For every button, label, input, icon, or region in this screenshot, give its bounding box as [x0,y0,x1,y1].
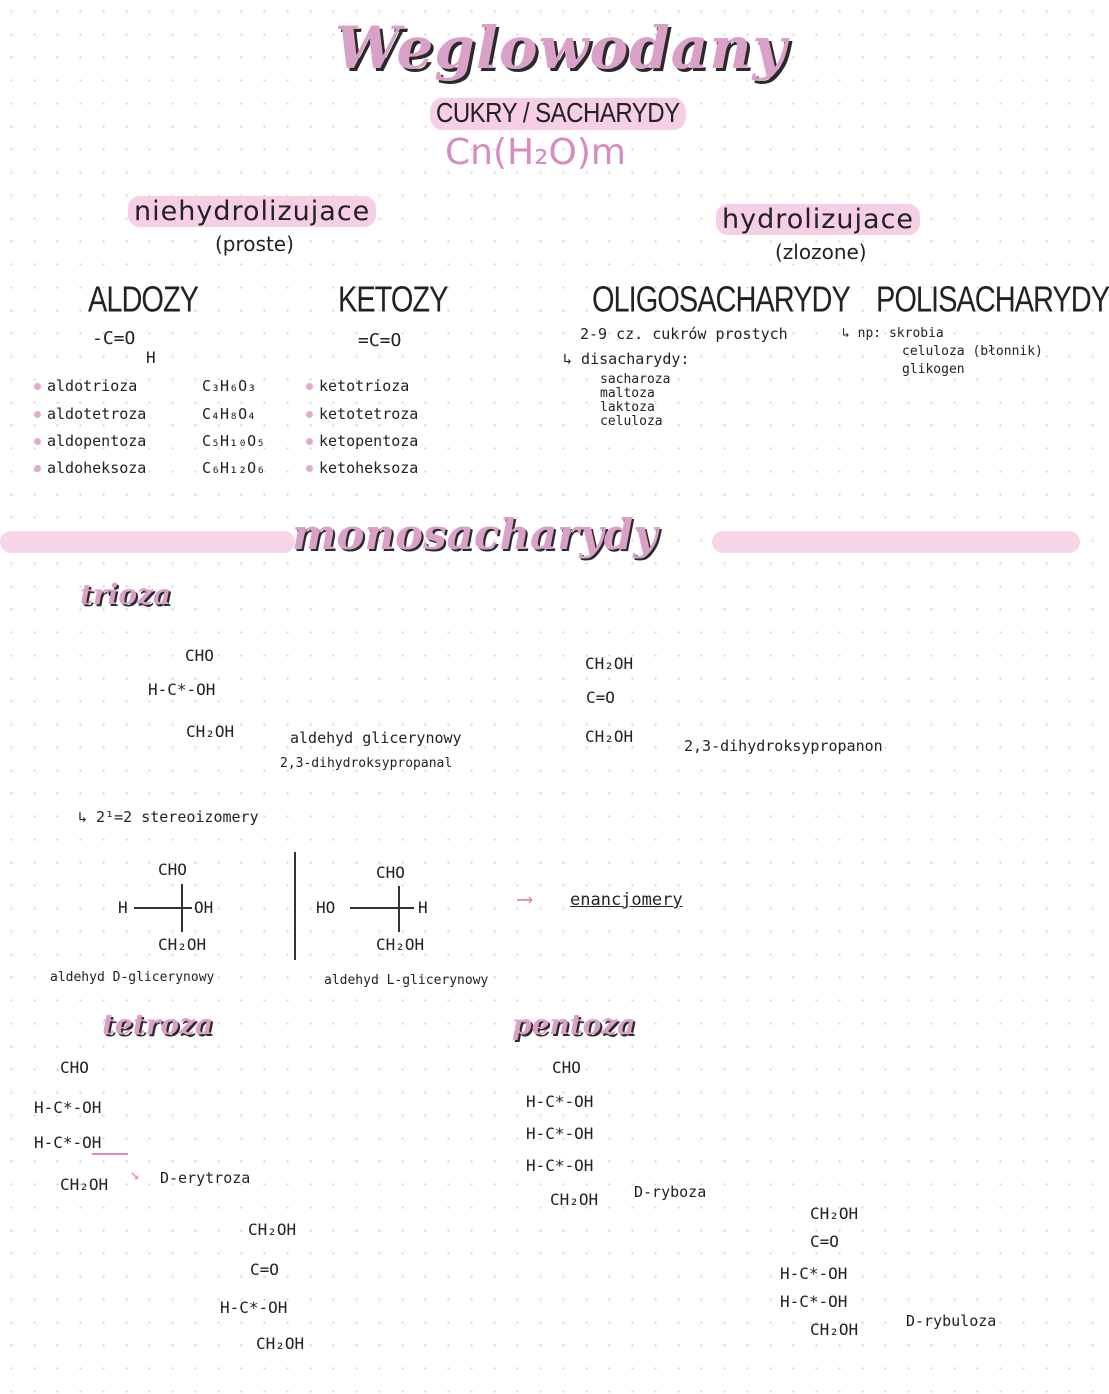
pentoza-label: pentoza [512,1008,636,1041]
erythrose-line: H-C*-OH [34,1133,102,1152]
disaccharides-label: ↳ disacharydy: [563,350,690,368]
d-glyceraldehyde-bot: CH₂OH [158,935,207,954]
aldose-list-item: aldotrioza [34,377,137,395]
enantiomers-label: enancjomery [570,890,683,910]
dihydroxyacetone-top: CH₂OH [585,654,634,673]
page-title: Weglowodany [335,14,788,82]
d-glyceraldehyde-right: OH [194,898,214,917]
glyceraldehyde-name: aldehyd glicerynowy [290,729,462,747]
poli-example: ↳ np: skrobia [842,326,944,341]
aldehyde-group: -C=O [92,328,136,349]
section-band-right [712,531,1080,553]
bullet-icon [306,383,313,390]
erythrose-name: D-erytroza [160,1169,251,1187]
aldose-formula: C₄H₈O₄ [202,405,257,423]
nonhydrolyzable-heading: niehydrolizujace [128,196,376,227]
l-glyceraldehyde-bot: CH₂OH [376,935,425,954]
nonhydrolyzable-sub: (proste) [215,232,294,256]
aldozy-title: ALDOZY [88,280,199,320]
erythrose-line: CHO [60,1058,89,1077]
ribulose-name: D-rybuloza [906,1312,997,1330]
monosaccharides-title: monosacharydy [292,510,658,559]
ribulose-line: CH₂OH [810,1320,859,1339]
oligo-title: OLIGOSACHARYDY [592,280,850,320]
ribulose-line: C=O [810,1232,839,1251]
general-formula: Cn(H₂O)m [445,132,626,173]
bullet-icon [34,383,41,390]
aldose-formula: C₅H₁₀O₅ [202,432,266,450]
bullet-icon [306,438,313,445]
tetrulose-line: C=O [250,1260,279,1279]
divider-line [294,852,296,960]
hydrolyzable-heading: hydrolizujace [716,204,920,235]
aldose-formula: C₃H₆O₃ [202,377,257,395]
glyceraldehyde-bot: CH₂OH [186,722,235,741]
fischer-vertical-line [398,886,400,932]
l-glyceraldehyde-right: H [418,898,428,917]
d-glyceraldehyde-top: CHO [158,860,187,879]
ketose-list-item: ketoheksoza [306,459,418,477]
fischer-horizontal-line [350,907,414,909]
page-subtitle: CUKRY / SACHARYDY [430,98,686,130]
ribulose-line: CH₂OH [810,1204,859,1223]
ribose-line: CHO [552,1058,581,1077]
bullet-icon [306,465,313,472]
highlight-stroke [92,1153,128,1155]
ketone-group: =C=O [358,330,402,351]
ketose-list-item: ketopentoza [306,432,418,450]
l-glyceraldehyde-left: HO [316,898,336,917]
disaccharide-item: maltoza [600,386,655,401]
glyceraldehyde-iupac: 2,3-dihydroksypropanal [280,756,453,771]
oligo-desc: 2-9 cz. cukrów prostych [580,325,788,343]
ribose-line: H-C*-OH [526,1156,594,1175]
hydrolyzable-sub: (zlozone) [775,240,867,264]
dihydroxyacetone-name: 2,3-dihydroksypropanon [684,737,883,755]
glyceraldehyde-mid: H-C*-OH [148,680,216,699]
ribose-line: H-C*-OH [526,1092,594,1111]
ketose-list-item: ketotrioza [306,377,409,395]
poli-title: POLISACHARYDY [876,280,1109,320]
fischer-horizontal-line [134,907,192,909]
tetrulose-line: CH₂OH [256,1334,305,1353]
arrow-right-icon: ↘ [130,1164,140,1183]
ribose-name: D-ryboza [634,1183,707,1201]
ketose-list-item: ketotetroza [306,405,418,423]
l-glyceraldehyde-name: aldehyd L-glicerynowy [324,973,489,988]
aldose-list-item: aldoheksoza [34,459,146,477]
aldose-list-item: aldopentoza [34,432,146,450]
bullet-icon [34,411,41,418]
bullet-icon [34,438,41,445]
arrow-right-icon: ⟶ [518,887,532,912]
poli-item: glikogen [902,362,965,377]
glyceraldehyde-top: CHO [185,646,214,665]
erythrose-line: CH₂OH [60,1175,109,1194]
disaccharide-item: celuloza [600,414,663,429]
aldose-formula: C₆H₁₂O₆ [202,459,266,477]
section-band-left [0,531,295,553]
tetroza-label: tetroza [102,1008,214,1041]
l-glyceraldehyde-top: CHO [376,863,405,882]
tetrulose-line: H-C*-OH [220,1298,288,1317]
tetrulose-line: CH₂OH [248,1220,297,1239]
disaccharide-item: sacharoza [600,372,671,387]
poli-item: celuloza (błonnik) [902,344,1043,359]
bullet-icon [306,411,313,418]
ribulose-line: H-C*-OH [780,1292,848,1311]
ketozy-title: KETOZY [338,280,448,320]
d-glyceraldehyde-left: H [118,898,128,917]
disaccharide-item: laktoza [600,400,655,415]
bullet-icon [34,465,41,472]
stereoisomers-note: ↳ 2¹=2 stereoizomery [78,808,259,826]
erythrose-line: H-C*-OH [34,1098,102,1117]
dihydroxyacetone-mid: C=O [586,688,615,707]
aldose-list-item: aldotetroza [34,405,146,423]
ribose-line: H-C*-OH [526,1124,594,1143]
trioza-label: trioza [80,578,172,611]
ribose-line: CH₂OH [550,1190,599,1209]
dihydroxyacetone-bot: CH₂OH [585,727,634,746]
aldehyde-group-h: H [146,348,156,367]
d-glyceraldehyde-name: aldehyd D-glicerynowy [50,970,215,985]
ribulose-line: H-C*-OH [780,1264,848,1283]
